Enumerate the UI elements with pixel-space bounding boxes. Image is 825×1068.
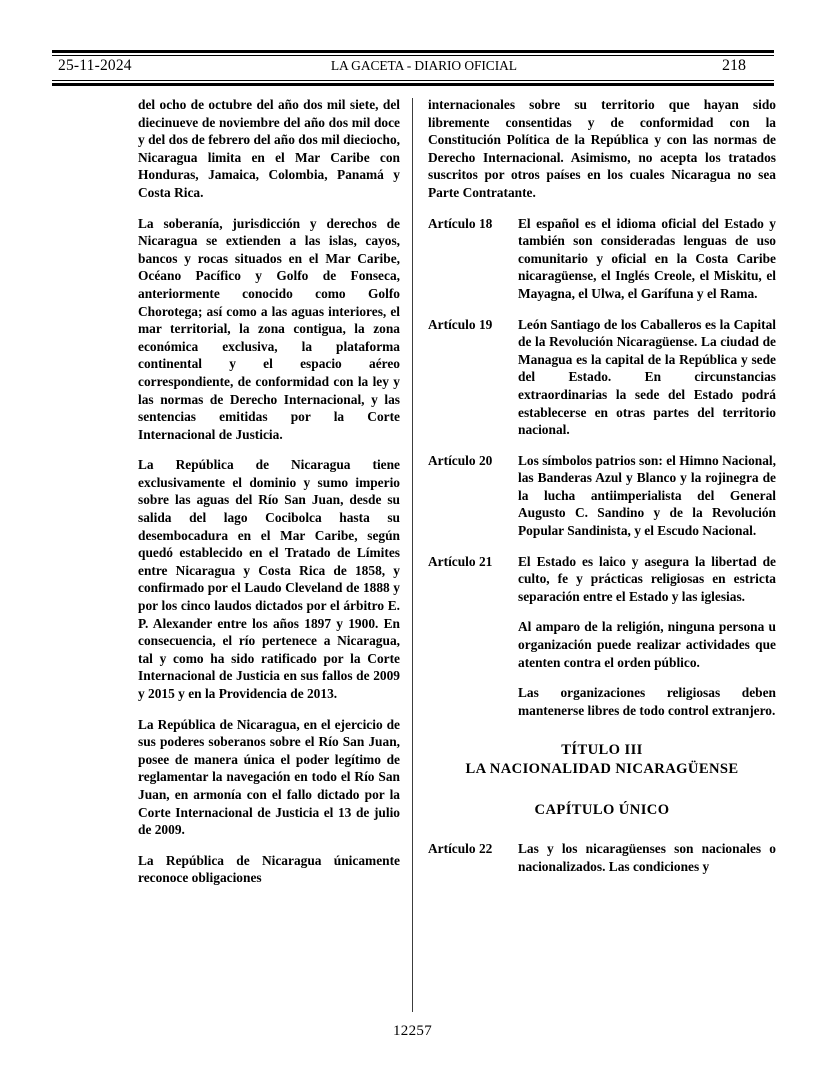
article-label: Artículo 22 [428, 841, 493, 857]
continued-paragraph: internacionales sobre su territorio que hayan sido libremente consentidas y de conformidad con la Constitución Política de la República y con las normas de Derecho Internacional. Asimismo, no acepta los tratados suscritos por otros países en los cuales Nicaragua no sea Parte Contratante. [428, 97, 776, 200]
paragraph: El español es el idioma oficial del Estado y también son consideradas lenguas de uso comunitario y oficial en la Costa Caribe nicaragüense, el Inglés Creole, el Miskitu, el Mayagna, el Ulwa, el Garífuna y el Rama. [518, 215, 776, 301]
article-label: Artículo 20 [428, 452, 493, 468]
right-column [428, 96, 776, 889]
header-issue-number: 218 [722, 57, 746, 74]
article-label: Artículo 21 [428, 553, 493, 569]
chapter-heading: CAPÍTULO ÚNICO [534, 802, 670, 819]
article-body [518, 553, 776, 720]
paragraph: Los símbolos patrios son: el Himno Nacional, las Banderas Azul y Blanco y la rojinegra de la lucha antiimperialista del General Augusto C. Sandino y de la Revolución Popular Sandinista, y el Escudo Nacional. [518, 452, 776, 539]
article-body [518, 840, 776, 875]
page-footer [0, 1022, 825, 1040]
paragraph: del ocho de octubre del año dos mil siete, del diecinueve de noviembre del año dos mil doce y del dos de febrero del año dos mil dieciocho, Nicaragua limita en el Mar Caribe con Honduras, Jamaica, Colombia, Panamá y Costa Rica. [138, 97, 400, 200]
paragraph: La soberanía, jurisdicción y derechos de Nicaragua se extienden a las islas, cayos, bancos y rocas situados en el Mar Caribe, Océano Pacífico y Golfo de Fonseca, anteriormente conocido como Golfo Chorotega; así como a las aguas interiores, el mar territorial, la zona contigua, la zona económica exclusiva, la plataforma continental y el espacio aéreo correspondiente, de conformidad con la ley y las normas de Derecho Internacional, y las sentencias emitidas por la Corte Internacional de Justicia. [138, 215, 400, 442]
article-block [428, 840, 776, 875]
paragraph: León Santiago de los Caballeros es la Capital de la Revolución Nicaragüense. La ciudad de Managua es la capital de la República y sede del Estado. En circunstancias extraordinarias la sede del Estado podrá establecerse en otras partes del territorio nacional. [518, 316, 776, 438]
paragraph: Al amparo de la religión, ninguna persona u organización puede realizar actividades que atenten contra el orden público. [518, 619, 776, 670]
paragraph: La República de Nicaragua únicamente reconoce obligaciones [138, 852, 400, 886]
paragraph: La República de Nicaragua, en el ejercicio de sus poderes soberanos sobre el Río San Juan, posee de manera única el poder legítimo de reglamentar la navegación en todo el Río San Juan, en armonía con el fallo dictado por la Corte Internacional de Justicia el 13 de julio de 2009. [138, 716, 400, 838]
article-label: Artículo 19 [428, 316, 493, 332]
article-body [518, 215, 776, 303]
paragraph: Las y los nicaragüenses son nacionales o nacionalizados. Las condiciones y [518, 841, 776, 874]
article-body [518, 452, 776, 540]
article-block [428, 452, 776, 540]
article-label: Artículo 18 [428, 215, 493, 231]
article-block [428, 215, 776, 303]
article-block [428, 553, 776, 720]
article-block [428, 316, 776, 439]
paragraph: La República de Nicaragua tiene exclusivamente el dominio y sumo imperio sobre las aguas del Río San Juan, desde su salida del lago Cocibolca hasta su desembocadura en el Mar Caribe, según quedó establecido en el Tratado de Límites entre Nicaragua y Costa Rica de 1858, y confirmado por el Laudo Cleveland de 1888 y por los cinco laudos dictados por el árbitro E. P. Alexander entre los años 1897 y 1900. En consecuencia, el río pertenece a Nicaragua, tal y como ha sido ratificado por la Corte Internacional de Justicia en sus fallos de 2009 y 2015 y en la Providencia de 2013. [138, 457, 400, 701]
column-divider-rule [412, 98, 413, 1012]
title-heading [428, 741, 776, 779]
running-header [52, 50, 774, 86]
title-heading-line-1: TÍTULO III [561, 742, 643, 759]
header-date: 25-11-2024 [58, 57, 132, 74]
footer-page-number: 12257 [393, 1023, 432, 1039]
body-columns [0, 96, 825, 1016]
header-rule-bottom-thick [52, 83, 774, 86]
header-row [52, 56, 774, 80]
title-heading-line-2: LA NACIONALIDAD NICARAGÜENSE [465, 761, 739, 778]
paragraph: El Estado es laico y asegura la libertad de culto, fe y prácticas religiosas en estricta separación entre el Estado y las iglesias. [518, 553, 776, 604]
paragraph: Las organizaciones religiosas deben mantenerse libres de todo control extranjero. [518, 685, 776, 718]
header-publication-title: LA GACETA - DIARIO OFICIAL [330, 58, 517, 73]
article-body [518, 316, 776, 439]
left-column [138, 96, 400, 887]
